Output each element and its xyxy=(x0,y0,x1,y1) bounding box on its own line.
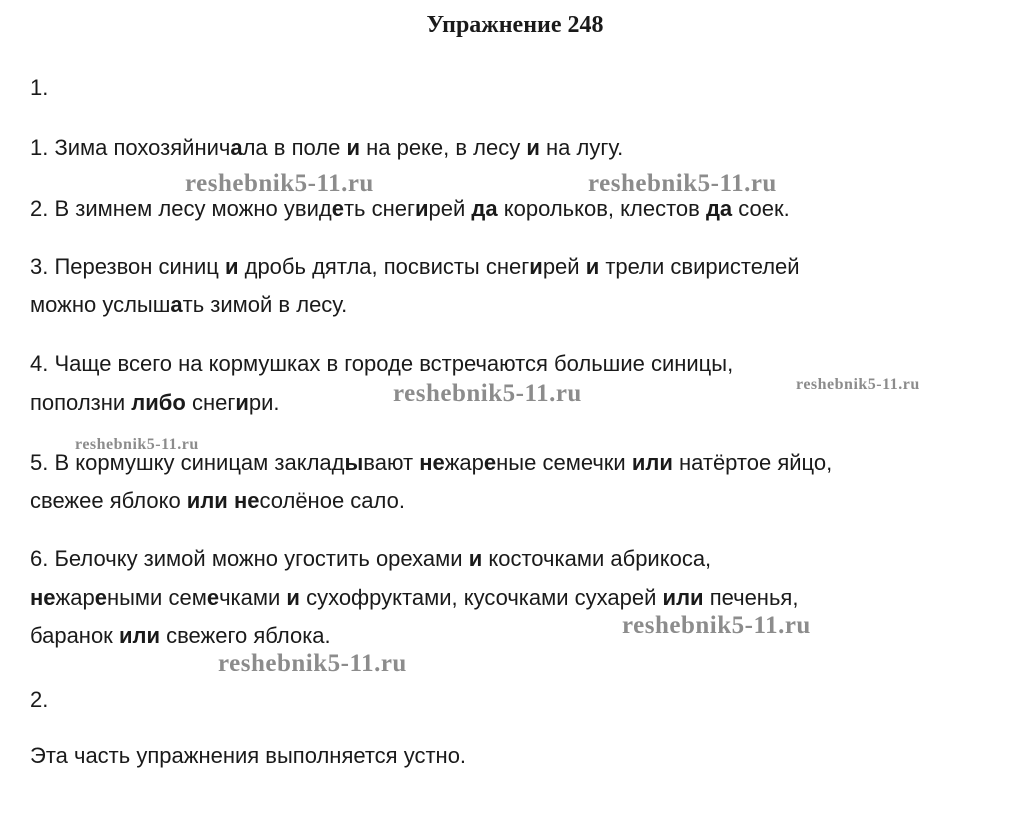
part2-text: Эта часть упражнения выполняется устно. xyxy=(30,743,467,768)
watermark: reshebnik5-11.ru xyxy=(588,170,777,197)
item-3-line-1: 3. Перезвон синиц и дробь дятла, посвисты снегирей и трели свиристелей xyxy=(30,254,800,279)
watermark: reshebnik5-11.ru xyxy=(218,650,407,677)
item-2-line-1: 2. В зимнем лесу можно увидеть снегирей да корольков, клестов да соек. xyxy=(30,196,790,221)
watermark: reshebnik5-11.ru xyxy=(393,380,582,407)
item-6-line-3: баранок или свежего яблока. xyxy=(30,623,331,648)
part1-label: 1. xyxy=(30,75,49,100)
item-5-line-2: свежее яблоко или несолёное сало. xyxy=(30,488,405,513)
part2-label: 2. xyxy=(30,687,49,712)
item-6-line-2: нежареными семечками и сухофруктами, кусочками сухарей или печенья, xyxy=(30,585,799,610)
page-title: Упражнение 248 xyxy=(426,12,604,38)
watermark: reshebnik5-11.ru xyxy=(185,170,374,197)
watermark: reshebnik5-11.ru xyxy=(622,612,811,639)
item-3-line-2: можно услышать зимой в лесу. xyxy=(30,292,348,317)
item-6-line-1: 6. Белочку зимой можно угостить орехами и косточками абрикоса, xyxy=(30,546,712,571)
item-5-line-1: 5. В кормушку синицам закладывают нежареные семечки или натёртое яйцо, xyxy=(30,450,833,475)
item-4-line-2: поползни либо снегири. xyxy=(30,390,280,415)
item-1-line-1: 1. Зима похозяйничала в поле и на реке, в лесу и на лугу. xyxy=(30,135,624,160)
watermark: reshebnik5-11.ru xyxy=(75,436,199,453)
item-4-line-1: 4. Чаще всего на кормушках в городе встречаются большие синицы, xyxy=(30,351,734,376)
watermark: reshebnik5-11.ru xyxy=(796,376,920,393)
